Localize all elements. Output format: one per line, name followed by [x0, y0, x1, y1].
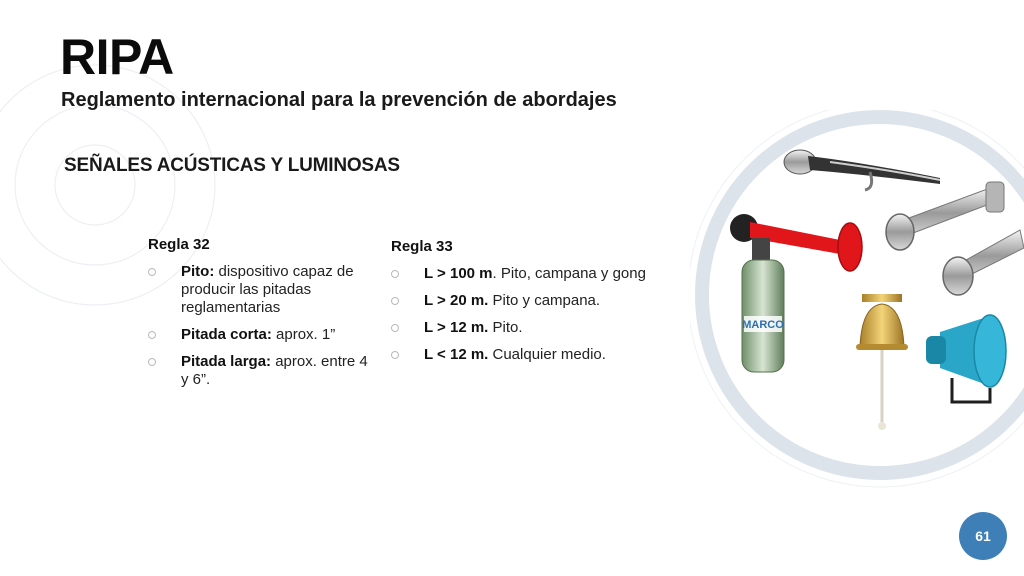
bullet-icon	[391, 351, 399, 359]
item-text: Pito.	[488, 319, 523, 336]
horn-icon	[886, 182, 1004, 250]
item-term: L > 100 m	[424, 265, 493, 282]
item-term: L < 12 m.	[424, 346, 489, 363]
item-text: dispositivo capaz de producir las pitadas reglamentarias	[181, 263, 354, 316]
page-number-badge: 61	[959, 512, 1007, 560]
list-item	[148, 353, 373, 389]
horn-icon	[943, 230, 1024, 295]
list-item	[391, 319, 691, 337]
list-item	[391, 346, 691, 364]
list-item	[391, 292, 691, 310]
item-text: aprox. 1”	[271, 326, 336, 343]
regla-32-heading: Regla 32	[148, 236, 210, 253]
section-heading: SEÑALES ACÚSTICAS Y LUMINOSAS	[64, 155, 400, 176]
page-title: RIPA	[60, 29, 174, 85]
list-item	[148, 326, 373, 344]
bullet-icon	[391, 270, 399, 278]
item-term: L > 12 m.	[424, 319, 489, 336]
item-term: Pito:	[181, 263, 215, 280]
item-text: . Pito, campana y gong	[492, 265, 646, 282]
whistle-icon	[784, 150, 940, 190]
loudspeaker-icon	[926, 315, 1006, 402]
list-item	[391, 265, 691, 283]
bullet-icon	[148, 331, 156, 339]
list-item	[148, 263, 373, 317]
page-subtitle: Reglamento internacional para la prevención de abordajes	[61, 89, 617, 111]
can-label: MARCO	[742, 319, 784, 331]
regla-33-list	[391, 265, 691, 364]
regla-32-column	[148, 236, 373, 398]
item-text: Pito y campana.	[488, 292, 601, 309]
regla-33-column	[391, 238, 691, 373]
bullet-icon	[391, 324, 399, 332]
item-term: Pitada larga:	[181, 353, 272, 370]
item-text: aprox. entre 4 y 6”.	[181, 353, 368, 388]
bullet-icon	[391, 297, 399, 305]
sound-signals-illustration	[690, 110, 1024, 490]
air-horn-icon	[730, 214, 862, 372]
item-term: Pitada corta:	[181, 326, 272, 343]
item-text: Cualquier medio.	[488, 346, 606, 363]
item-term: L > 20 m.	[424, 292, 489, 309]
bell-icon	[856, 294, 908, 430]
bullet-icon	[148, 358, 156, 366]
regla-32-list	[148, 263, 373, 389]
bullet-icon	[148, 268, 156, 276]
regla-33-heading: Regla 33	[391, 238, 453, 255]
